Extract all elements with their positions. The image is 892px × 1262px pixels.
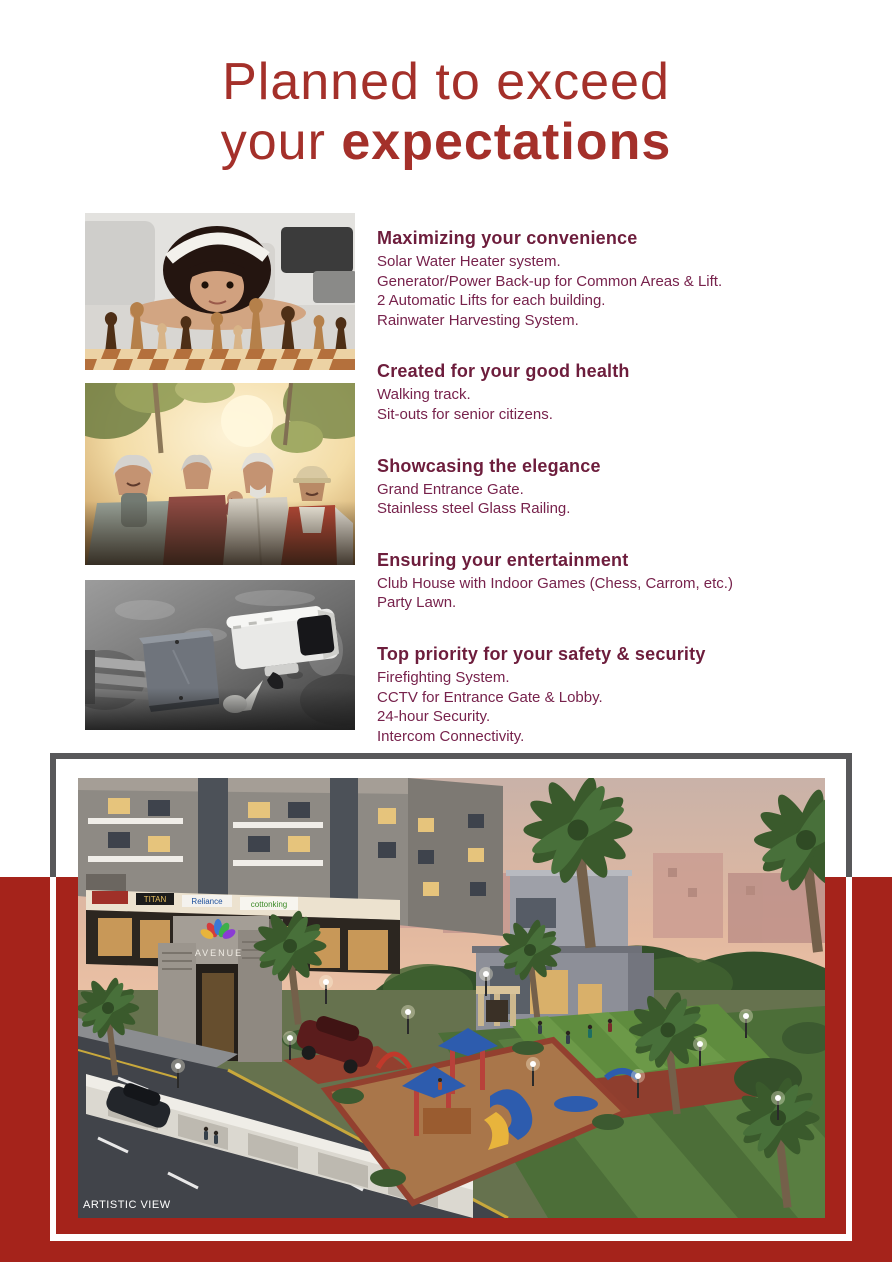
- amenity-item: Club House with Indoor Games (Chess, Carrom, etc.): [377, 574, 733, 592]
- amenity-section-entertainment: [377, 549, 807, 613]
- amenity-item: Grand Entrance Gate.: [377, 480, 524, 498]
- chess-board: [85, 349, 355, 370]
- frame-bottom-line: [50, 1234, 852, 1241]
- frame-left-line-white: [50, 877, 56, 1241]
- amenity-item: Solar Water Heater system.: [377, 253, 561, 270]
- page-title-line2-bold: expectations: [341, 113, 672, 171]
- amenity-item: CCTV for Entrance Gate & Lobby.: [377, 688, 603, 706]
- artistic-view-illustration: [78, 778, 825, 1218]
- frame-right-line-gray: [846, 753, 852, 877]
- pergola: [476, 986, 520, 1026]
- shop-sign-reliance: Reliance: [191, 897, 223, 906]
- artistic-view-image: [78, 778, 825, 1218]
- amenity-item: 2 Automatic Lifts for each building.: [377, 292, 606, 310]
- amenity-item: Walking track.: [377, 386, 471, 404]
- chess-photo-illustration: [85, 213, 355, 370]
- shop-sign-cottonking: cottonking: [250, 900, 288, 909]
- amenity-heading: Top priority for your safety & security: [377, 643, 706, 664]
- amenities-list: [377, 227, 807, 776]
- amenity-item: Rainwater Harvesting System.: [377, 311, 579, 329]
- artistic-view-caption: ARTISTIC VIEW: [83, 1199, 171, 1211]
- amenity-section-elegance: [377, 455, 807, 519]
- amenity-item: 24-hour Security.: [377, 708, 491, 726]
- amenity-section-safety: [377, 643, 807, 746]
- page-title-line2: [0, 112, 892, 172]
- amenity-item: Stainless steel Glass Railing.: [377, 500, 571, 518]
- seniors-photo-illustration: [85, 383, 355, 565]
- amenity-section-health: [377, 360, 807, 424]
- amenity-item: Firefighting System.: [377, 668, 510, 686]
- frame-right-line-white: [846, 877, 852, 1241]
- amenity-item: Generator/Power Back-up for Common Areas & Lift.: [377, 272, 723, 290]
- page-title-line1: Planned to exceed: [222, 53, 670, 111]
- amenity-heading: Showcasing the elegance: [377, 455, 601, 476]
- frame-left-line-gray: [50, 753, 56, 877]
- amenity-heading: Created for your good health: [377, 361, 630, 382]
- amenity-section-convenience: [377, 227, 807, 330]
- photo-senior-citizens: [85, 383, 355, 565]
- photo-girl-playing-chess: [85, 213, 355, 370]
- amenity-heading: Maximizing your convenience: [377, 228, 638, 248]
- page-title-line2-regular: your: [220, 113, 342, 171]
- amenity-heading: Ensuring your entertainment: [377, 549, 629, 570]
- page-title: [0, 52, 892, 172]
- amenity-item: Party Lawn.: [377, 594, 457, 612]
- amenity-item: Intercom Connectivity.: [377, 727, 525, 745]
- frame-top-line: [50, 753, 852, 759]
- amenity-item: Sit-outs for senior citizens.: [377, 405, 553, 423]
- photo-cctv-camera: [85, 580, 355, 730]
- cctv-photo-illustration: [85, 580, 355, 730]
- gate-sign-text: AVENUE: [194, 948, 244, 958]
- shop-sign-titan: TITAN: [143, 895, 167, 904]
